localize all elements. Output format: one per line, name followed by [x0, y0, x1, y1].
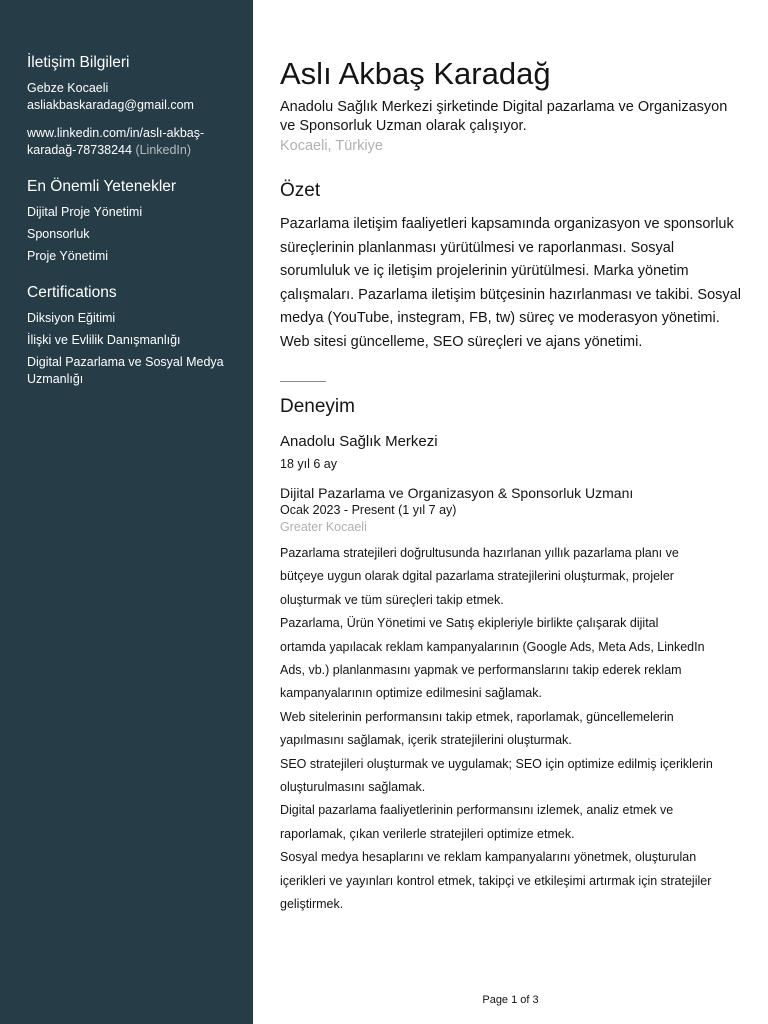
certifications-section: [27, 284, 233, 388]
certification-item: Diksiyon Eğitimi: [27, 311, 116, 325]
description-line: Digital pazarlama faaliyetlerinin performansını izlemek, analiz etmek ve: [280, 803, 674, 818]
linkedin-label: (LinkedIn): [135, 143, 192, 157]
description-line: raporlamak, çıkan verilerle stratejileri optimize etmek.: [280, 826, 575, 841]
description-line: oluşturmak ve tüm süreçleri takip etmek.: [280, 592, 504, 607]
skills-section: [27, 178, 233, 265]
summary-text: Pazarlama iletişim faaliyetleri kapsamında organizasyon ve sponsorluk süreçlerinin planlanması yürütülmesi ve raporlanması. Sosyal sorumluluk ve iç iletişim projelerinin yürütülmesi. Marka yönetim çalışmaları. Pazarlama iletişim bütçesinin hazırlanması ve takibi. Sosyal medya (YouTube, instegram, FB, tw) süreç ve moderasyon yönetimi. Web sitesi güncelleme, SEO süreçleri ve ajans yönetimi.: [280, 216, 741, 350]
certifications-heading: Certifications: [27, 284, 117, 301]
description-line: oluşturulmasını sağlamak.: [280, 780, 426, 795]
contact-email[interactable]: asliakbaskaradag@gmail.com: [27, 98, 194, 112]
skill-item: Dijital Proje Yönetimi: [27, 205, 143, 219]
description-line: geliştirmek.: [280, 897, 344, 912]
experience-heading: Deneyim: [280, 396, 355, 417]
profile-name: Aslı Akbaş Karadağ: [280, 56, 551, 91]
description-line: ortamda yapılacak reklam kampanyalarının (Google Ads, Meta Ads, LinkedIn: [280, 639, 705, 654]
description-line: Pazarlama, Ürün Yönetimi ve Satış ekipleriyle birlikte çalışarak dijital: [280, 616, 659, 631]
description-line: Web sitelerinin performansını takip etmek, raporlamak, güncellemelerin: [280, 709, 674, 724]
linkedin-url-line2[interactable]: karadağ-78738244: [27, 143, 132, 157]
profile-location: Kocaeli, Türkiye: [280, 138, 383, 154]
contact-heading: İletişim Bilgileri: [27, 54, 130, 71]
role-location: Greater Kocaeli: [280, 520, 367, 534]
page-number: Page 1 of 3: [482, 994, 539, 1006]
description-line: bütçeye uygun olarak dgital pazarlama stratejilerini oluşturmak, projeler: [280, 569, 674, 584]
company-duration: 18 yıl 6 ay: [280, 457, 337, 471]
summary-heading: Özet: [280, 180, 321, 201]
description-line: Pazarlama stratejileri doğrultusunda hazırlanan yıllık pazarlama planı ve: [280, 546, 679, 560]
linkedin-link[interactable]: [27, 125, 233, 159]
section-divider: [280, 381, 326, 382]
description-line: SEO stratejileri oluşturmak ve uygulamak; SEO için optimize edilmiş içeriklerin: [280, 756, 713, 771]
contact-section: [27, 54, 233, 159]
role-title: Dijital Pazarlama ve Organizasyon & Sponsorluk Uzmanı: [280, 485, 634, 501]
skill-item: Proje Yönetimi: [27, 249, 109, 263]
description-line: içerikleri ve yayınları kontrol etmek, takipçi ve etkileşimi artırmak için stratejiler: [280, 873, 712, 888]
main-content: [280, 0, 742, 1024]
certification-item: İlişki ve Evlilik Danışmanlığı: [27, 333, 181, 347]
contact-location: Gebze Kocaeli: [27, 81, 109, 95]
certification-item: Digital Pazarlama ve Sosyal Medya Uzmanlığı: [27, 355, 224, 386]
sidebar: [0, 0, 253, 1024]
linkedin-url-line1[interactable]: www.linkedin.com/in/aslı-akbaş-: [27, 126, 205, 140]
skills-heading: En Önemli Yetenekler: [27, 178, 177, 195]
role-description: [280, 542, 742, 917]
profile-headline: Anadolu Sağlık Merkezi şirketinde Digital pazarlama ve Organizasyon ve Sponsorluk Uzman olarak çalışıyor.: [280, 99, 728, 134]
description-line: yapılmasını sağlamak, içerik stratejilerini oluşturmak.: [280, 733, 572, 748]
description-line: Ads, vb.) planlanmasını yapmak ve performanslarını takip ederek reklam: [280, 663, 682, 678]
skill-item: Sponsorluk: [27, 227, 90, 241]
description-line: Sosyal medya hesaplarını ve reklam kampanyalarını yönetmek, oluşturulan: [280, 850, 697, 865]
role-dates: Ocak 2023 - Present (1 yıl 7 ay): [280, 503, 457, 517]
description-line: kampanyalarının optimize edilmesini sağlamak.: [280, 686, 542, 701]
company-name: Anadolu Sağlık Merkezi: [280, 433, 438, 450]
